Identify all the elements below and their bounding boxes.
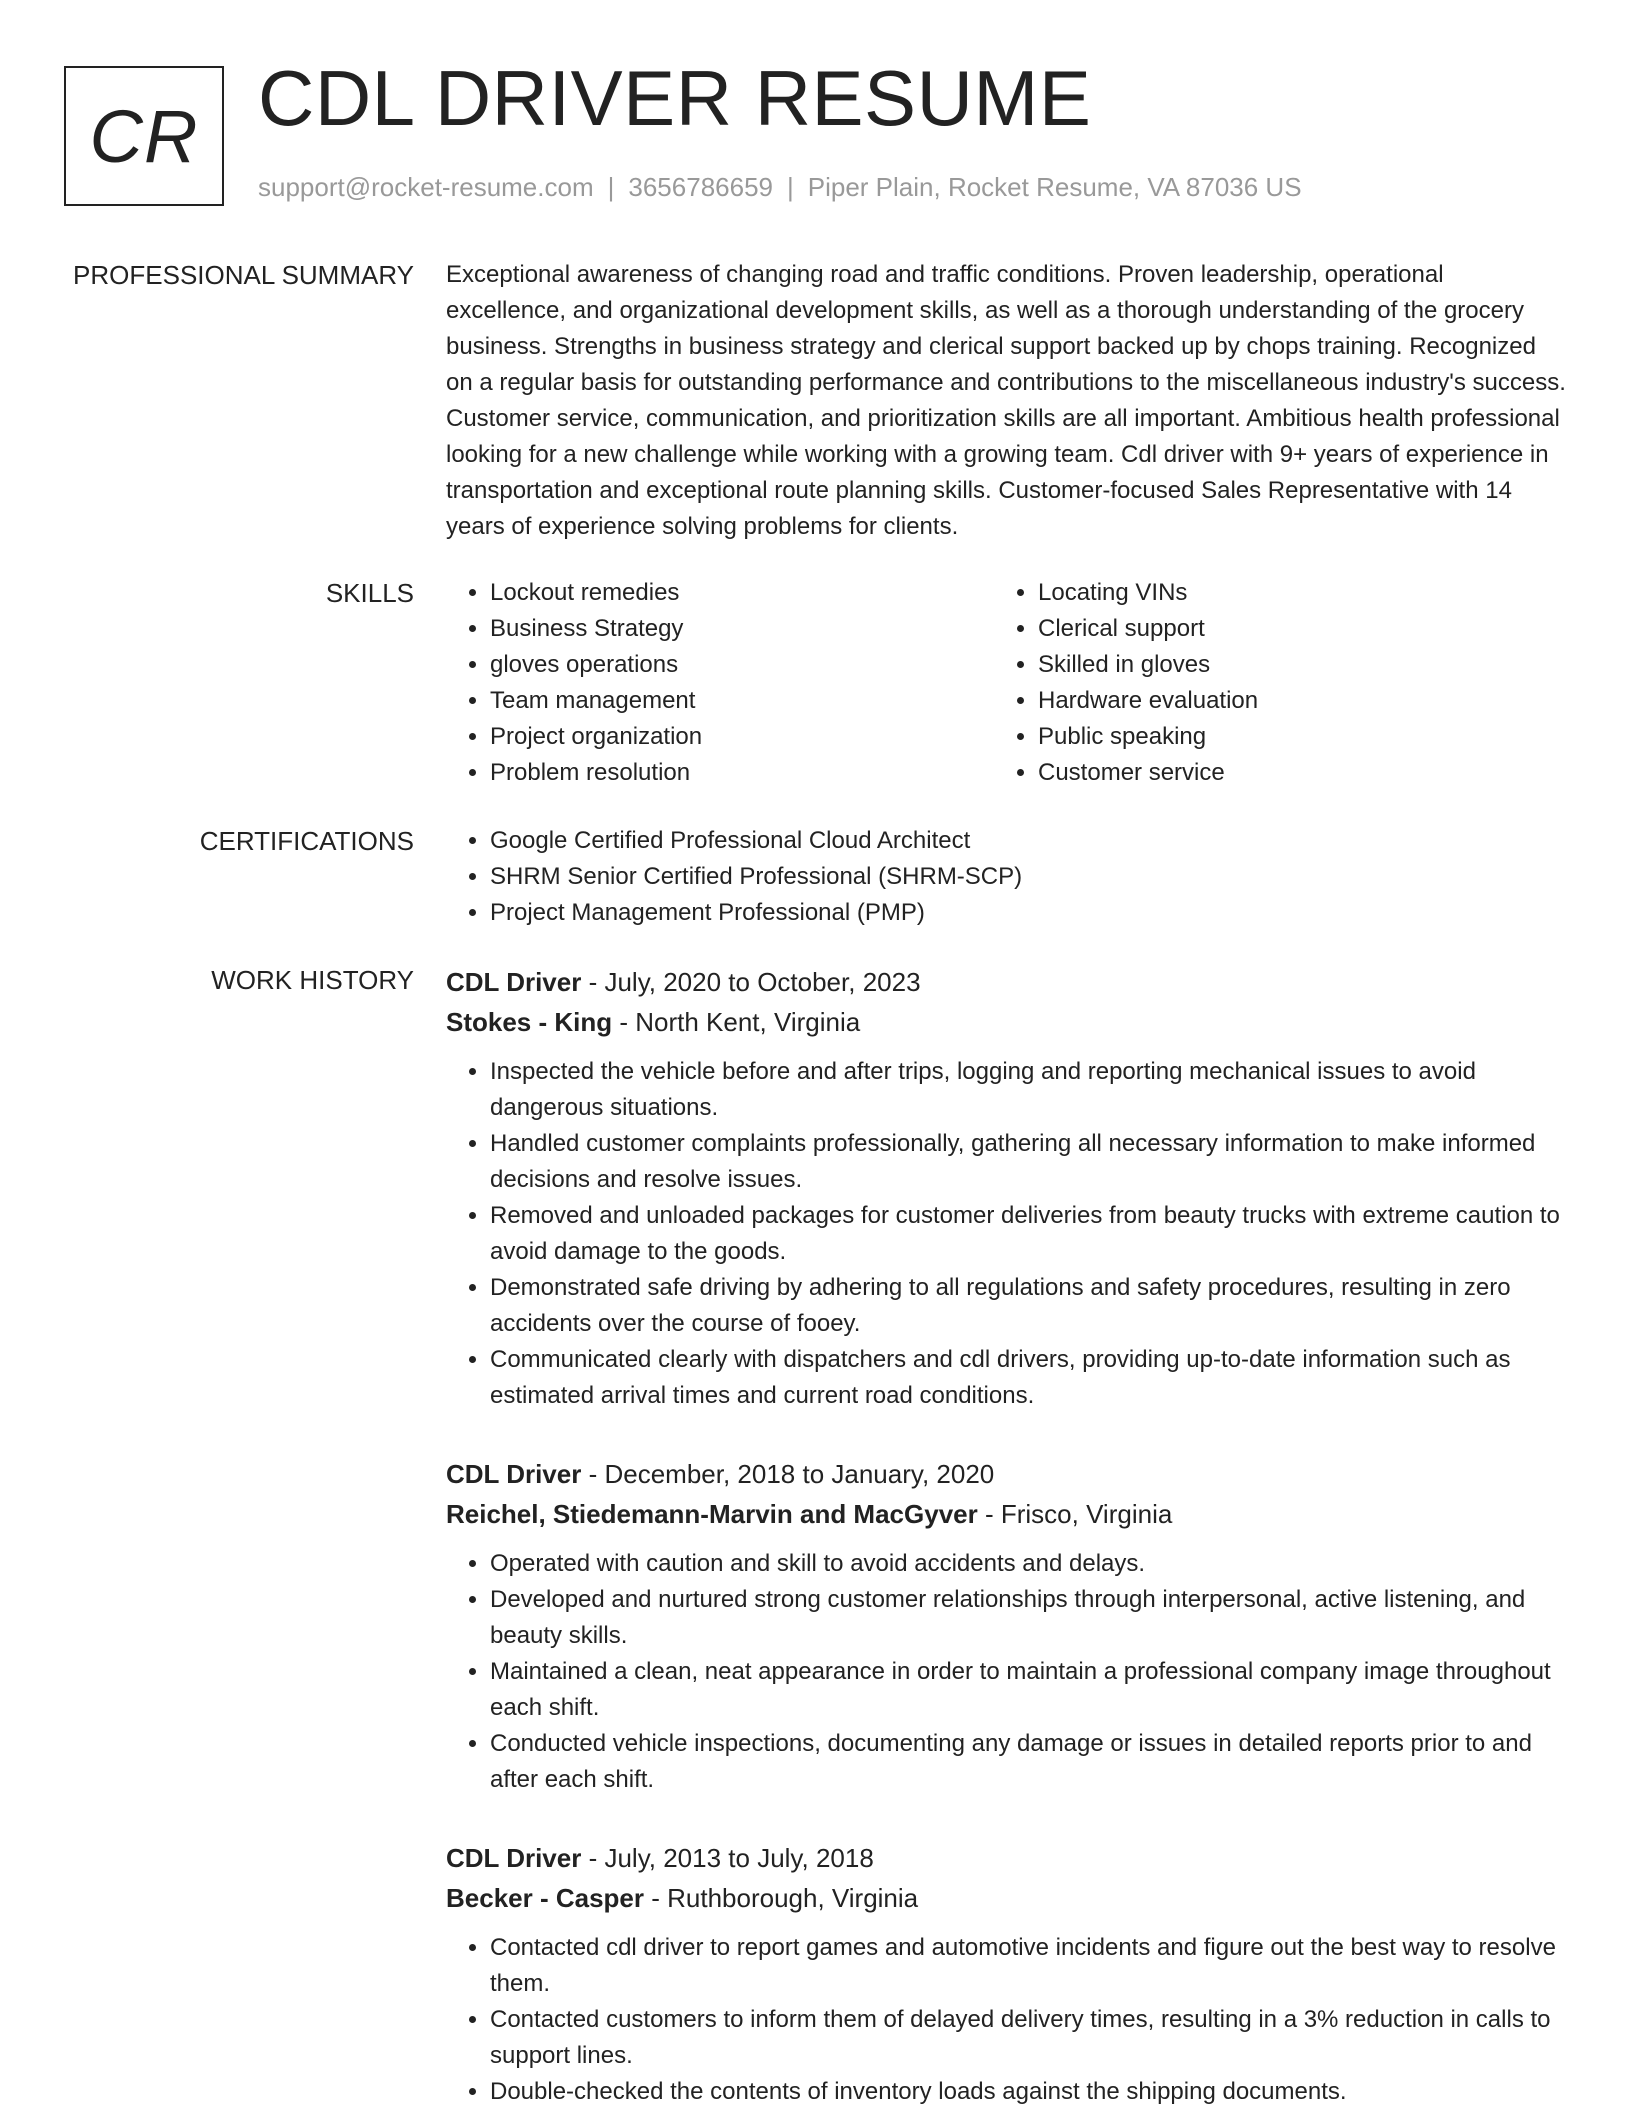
job-location: - North Kent, Virginia <box>612 1007 861 1037</box>
skills-heading: SKILLS <box>325 578 414 608</box>
certification-item: • SHRM Senior Certified Professional (SHRM-SCP) <box>490 859 1566 895</box>
skills-list-right <box>994 575 1542 791</box>
job-company: Reichel, Stiedemann-Marvin and MacGyver <box>446 1499 978 1529</box>
job-bullet: • Demonstrated safe driving by adhering to all regulations and safety procedures, resulting in zero accidents over the course of fooey. <box>490 1270 1566 1342</box>
skill-item: • Locating VINs <box>1038 575 1542 611</box>
skill-item: • Project organization <box>490 719 994 755</box>
contact-line <box>258 172 1302 203</box>
job-title-line <box>446 962 1566 1002</box>
job-title: CDL Driver <box>446 1843 582 1873</box>
job-dates: - July, 2020 to October, 2023 <box>581 967 921 997</box>
job-company: Becker - Casper <box>446 1883 644 1913</box>
job-title-line <box>446 1454 1566 1494</box>
skill-item: • Public speaking <box>1038 719 1542 755</box>
job-entry <box>446 962 1566 1414</box>
skill-item: • Business Strategy <box>490 611 994 647</box>
summary-text: Exceptional awareness of changing road and traffic conditions. Proven leadership, operational excellence, and organizational development skills, as well as a thorough understanding of the grocery business. Strengths in business strategy and clerical support backed up by chops training. Recognized on a regular basis for outstanding performance and contributions to the miscellaneous industry's success. Customer service, communication, and prioritization skills are all important. Ambitious health professional looking for a new challenge while working with a growing team. Cdl driver with 9+ years of experience in transportation and exceptional route planning skills. Customer-focused Sales Representative with 14 years of experience solving problems for clients. <box>446 261 1566 540</box>
skill-item: • Skilled in gloves <box>1038 647 1542 683</box>
summary-heading: PROFESSIONAL SUMMARY <box>73 260 414 290</box>
job-bullets <box>446 1546 1566 1798</box>
work-history-heading: WORK HISTORY <box>211 965 414 995</box>
certifications-body <box>446 823 1566 931</box>
monogram-logo: CR <box>64 66 224 206</box>
job-location: - Ruthborough, Virginia <box>644 1883 919 1913</box>
skill-item: • Lockout remedies <box>490 575 994 611</box>
job-bullet: • Double-checked the contents of inventory loads against the shipping documents. <box>490 2074 1566 2110</box>
job-company-line <box>446 1878 1566 1918</box>
job-entry <box>446 1454 1566 1798</box>
contact-email: support@rocket-resume.com <box>258 172 594 202</box>
skill-item: • Clerical support <box>1038 611 1542 647</box>
job-bullet: • Contacted cdl driver to report games and automotive incidents and figure out the best way to resolve them. <box>490 1930 1566 2002</box>
contact-address: Piper Plain, Rocket Resume, VA 87036 US <box>807 172 1302 202</box>
job-company-line <box>446 1494 1566 1534</box>
job-bullet: • Maintained a clean, neat appearance in order to maintain a professional company image throughout each shift. <box>490 1654 1566 1726</box>
certification-item: • Project Management Professional (PMP) <box>490 895 1566 931</box>
contact-separator: | <box>607 172 615 202</box>
job-entry <box>446 1838 1566 2110</box>
job-title-line <box>446 1838 1566 1878</box>
skill-item: • Hardware evaluation <box>1038 683 1542 719</box>
job-company-line <box>446 1002 1566 1042</box>
resume-title: CDL DRIVER RESUME <box>258 54 1092 142</box>
job-bullet: • Inspected the vehicle before and after trips, logging and reporting mechanical issues to avoid dangerous situations. <box>490 1054 1566 1126</box>
skills-grid <box>446 575 1566 791</box>
skill-item: • Customer service <box>1038 755 1542 791</box>
job-bullets <box>446 1054 1566 1414</box>
job-title: CDL Driver <box>446 967 582 997</box>
skills-list-left <box>446 575 994 791</box>
certifications-heading: CERTIFICATIONS <box>199 826 414 856</box>
job-dates: - December, 2018 to January, 2020 <box>581 1459 995 1489</box>
contact-separator: | <box>787 172 794 202</box>
contact-phone: 3656786659 <box>628 172 773 202</box>
certifications-list <box>446 823 1566 931</box>
job-bullet: • Communicated clearly with dispatchers and cdl drivers, providing up-to-date information such as estimated arrival times and current road conditions. <box>490 1342 1566 1414</box>
skill-item: • Problem resolution <box>490 755 994 791</box>
job-bullet: • Handled customer complaints professionally, gathering all necessary information to make informed decisions and resolve issues. <box>490 1126 1566 1198</box>
skill-item: • Team management <box>490 683 994 719</box>
job-company: Stokes - King <box>446 1007 613 1037</box>
job-title: CDL Driver <box>446 1459 582 1489</box>
certification-item: • Google Certified Professional Cloud Architect <box>490 823 1566 859</box>
job-bullet: • Conducted vehicle inspections, documenting any damage or issues in detailed reports prior to and after each shift. <box>490 1726 1566 1798</box>
job-bullet: • Removed and unloaded packages for customer deliveries from beauty trucks with extreme caution to avoid damage to the goods. <box>490 1198 1566 1270</box>
job-bullet: • Contacted customers to inform them of delayed delivery times, resulting in a 3% reduction in calls to support lines. <box>490 2002 1566 2074</box>
job-bullet: • Operated with caution and skill to avoid accidents and delays. <box>490 1546 1566 1582</box>
work-history-body <box>446 962 1566 2112</box>
summary-body <box>446 257 1566 545</box>
job-dates: - July, 2013 to July, 2018 <box>581 1843 874 1873</box>
skill-item: • gloves operations <box>490 647 994 683</box>
job-bullets <box>446 1930 1566 2110</box>
job-bullet: • Developed and nurtured strong customer relationships through interpersonal, active listening, and beauty skills. <box>490 1582 1566 1654</box>
job-location: - Frisco, Virginia <box>977 1499 1173 1529</box>
